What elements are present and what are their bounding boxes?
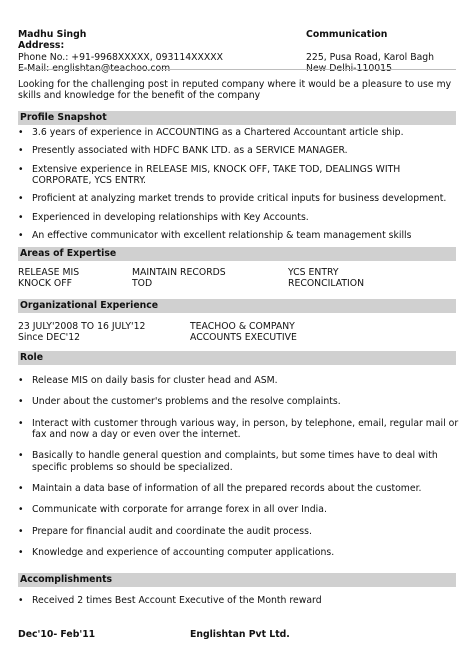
expertise-cell: KNOCK OFF [18, 278, 72, 290]
org-grid [18, 321, 456, 344]
list-item: • Presently associated with HDFC BANK LTD. as a SERVICE MANAGER. [18, 145, 460, 156]
employment-company: Englishtan Pvt Ltd. [190, 629, 290, 640]
employment-row [18, 629, 456, 640]
header-divider [18, 69, 456, 70]
list-item: • Interact with customer through various way, in person, by telephone, email, regular mail or fax and now a day or even over the internet. [18, 418, 460, 441]
phone-text: Phone No.: +91-9968XXXXX, 093114XXXXX [18, 51, 223, 63]
list-item: • Knowledge and experience of accounting computer applications. [18, 547, 460, 558]
accomplishments-list [18, 595, 460, 606]
objective-text: Looking for the challenging post in reputed company where it would be a pleasure to use my skills and knowledge for the benefit of the company [18, 79, 452, 102]
expertise-section-heading: Areas of Expertise [18, 247, 456, 261]
expertise-cell: MAINTAIN RECORDS [132, 267, 226, 278]
org-section-heading: Organizational Experience [18, 299, 456, 313]
employment-period: Dec'10- Feb'11 [18, 629, 96, 640]
list-item: • Maintain a data base of information of all the prepared records about the customer. [18, 483, 460, 494]
org-period: 23 JULY'2008 TO 16 JULY'12 [18, 321, 146, 332]
address-line-1: 225, Pusa Road, Karol Bagh [306, 51, 435, 63]
org-period: Since DEC'12 [18, 332, 81, 344]
address-label: Address: [18, 40, 65, 52]
list-item: • Under about the customer's problems and the resolve complaints. [18, 396, 460, 407]
communication-label: Communication [306, 29, 388, 40]
list-item: • Basically to handle general question and complaints, but some times have to deal with specific problems so should be specialized. [18, 450, 460, 473]
profile-section-heading: Profile Snapshot [18, 111, 456, 125]
list-item: • 3.6 years of experience in ACCOUNTING as a Chartered Accountant article ship. [18, 127, 460, 138]
expertise-cell: RELEASE MIS [18, 267, 80, 278]
list-item: • Experienced in developing relationships with Key Accounts. [18, 212, 460, 223]
expertise-cell: RECONCILATION [288, 278, 365, 290]
role-section-heading: Role [18, 351, 456, 365]
list-item: • Prepare for financial audit and coordinate the audit process. [18, 526, 460, 537]
org-position: ACCOUNTS EXECUTIVE [190, 332, 297, 344]
list-item: • Extensive experience in RELEASE MIS, KNOCK OFF, TAKE TOD, DEALINGS WITH CORPORATE, YCS ENTRY. [18, 164, 460, 187]
role-list [18, 375, 460, 558]
candidate-name: Madhu Singh [18, 29, 87, 40]
expertise-cell: YCS ENTRY [288, 267, 339, 278]
org-company: TEACHOO & COMPANY [190, 321, 295, 332]
list-item: • Communicate with corporate for arrange forex in all over India. [18, 504, 460, 515]
expertise-cell: TOD [132, 278, 153, 290]
list-item: • Release MIS on daily basis for cluster head and ASM. [18, 375, 460, 386]
list-item: • Received 2 times Best Account Executive of the Month reward [18, 595, 460, 606]
list-item: • Proficient at analyzing market trends to provide critical inputs for business development. [18, 193, 460, 204]
resume-header [18, 29, 456, 74]
profile-list [18, 127, 460, 241]
list-item: • An effective communicator with excellent relationship & team management skills [18, 230, 460, 241]
expertise-grid [18, 267, 456, 290]
accomplishments-section-heading: Accomplishments [18, 573, 456, 587]
